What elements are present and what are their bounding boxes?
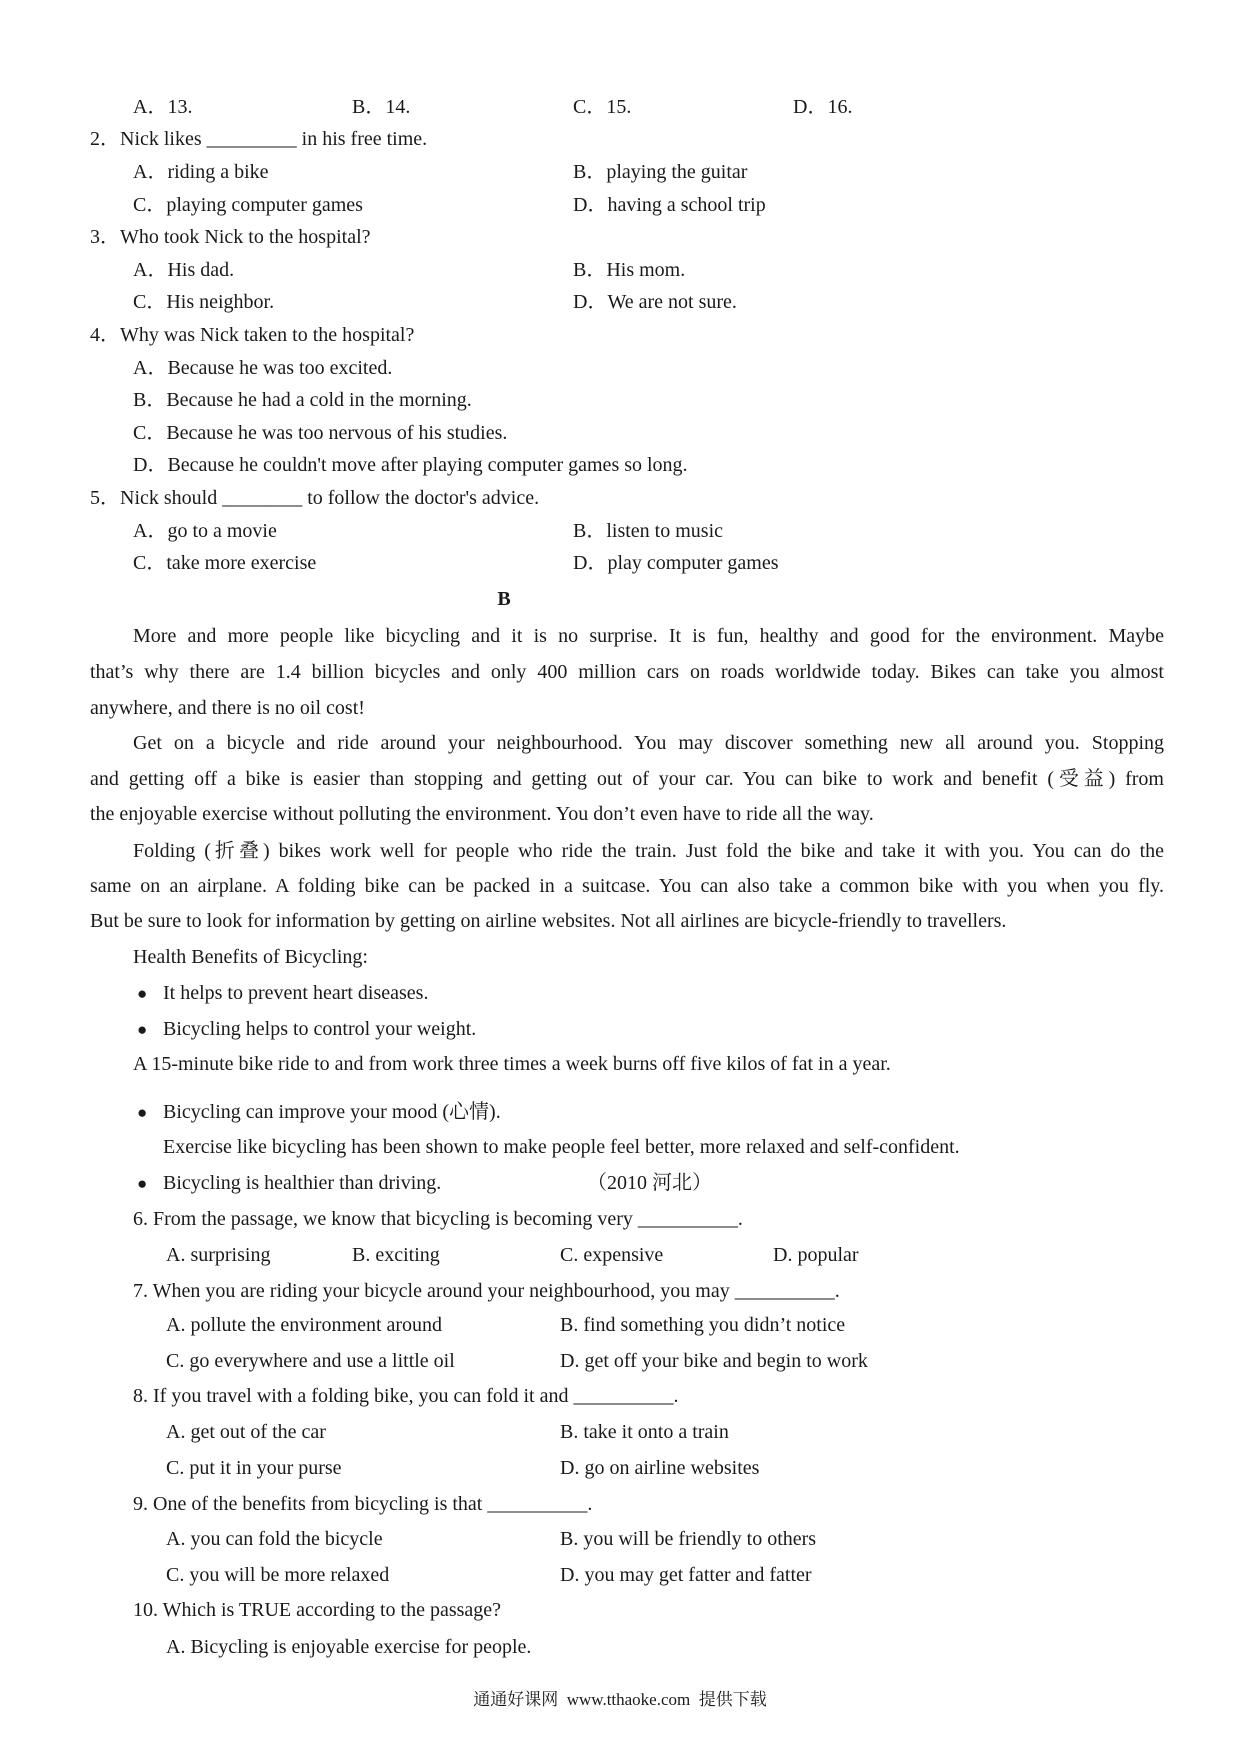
q5-option-b: B．listen to music: [573, 520, 723, 542]
q9-option-c: C. you will be more relaxed: [166, 1564, 390, 1586]
q7-option-b: B. find something you didn’t notice: [560, 1314, 846, 1336]
q8-option-b: B. take it onto a train: [560, 1421, 729, 1443]
paragraph-2-line: the enjoyable exercise without polluting the environment. You don’t even have to ride all the way.: [90, 803, 874, 825]
q1-option-d: D．16.: [793, 96, 853, 118]
q5-option-d: D．play computer games: [573, 552, 779, 574]
paragraph-1-line: that’s why there are 1.4 billion bicycles and only 400 million cars on roads worldwide today. Bikes can take you almost: [90, 661, 1164, 683]
q1-option-b: B．14.: [352, 96, 411, 118]
q1-option-c: C．15.: [573, 96, 632, 118]
benefits-heading: Health Benefits of Bicycling:: [133, 946, 368, 968]
benefit-item: Bicycling helps to control your weight.: [163, 1018, 477, 1040]
q2-option-b: B．playing the guitar: [573, 161, 748, 183]
q4-option-a: A．Because he was too excited.: [133, 357, 393, 379]
bullet-icon: ●: [137, 1174, 148, 1193]
q10-option-a: A. Bicycling is enjoyable exercise for people.: [166, 1636, 532, 1658]
q4-stem: 4．Why was Nick taken to the hospital?: [90, 324, 415, 346]
benefit-item: It helps to prevent heart diseases.: [163, 982, 429, 1004]
q3-option-d: D．We are not sure.: [573, 291, 737, 313]
q4-option-b: B．Because he had a cold in the morning.: [133, 389, 472, 411]
q3-option-a: A．His dad.: [133, 259, 235, 281]
benefit-note: Exercise like bicycling has been shown to make people feel better, more relaxed and self-confident.: [163, 1136, 960, 1158]
q7-option-a: A. pollute the environment around: [166, 1314, 443, 1336]
paragraph-1-line: anywhere, and there is no oil cost!: [90, 697, 365, 719]
q8-stem: 8. If you travel with a folding bike, you can fold it and __________.: [133, 1385, 679, 1407]
benefit-note: A 15-minute bike ride to and from work three times a week burns off five kilos of fat in a year.: [133, 1053, 891, 1075]
source-note: （2010 河北）: [587, 1172, 712, 1194]
page-footer: 通通好课网 www.tthaoke.com 提供下载: [473, 1690, 767, 1709]
paragraph-1-line: More and more people like bicycling and it is no surprise. It is fun, healthy and good for the environment. Maybe: [133, 625, 1164, 647]
benefit-item: Bicycling is healthier than driving.: [163, 1172, 442, 1194]
q8-option-c: C. put it in your purse: [166, 1457, 342, 1479]
q1-option-a: A．13.: [133, 96, 193, 118]
q7-option-d: D. get off your bike and begin to work: [560, 1350, 868, 1372]
q6-option-c: C. expensive: [560, 1244, 664, 1266]
q9-option-b: B. you will be friendly to others: [560, 1528, 817, 1550]
q8-option-d: D. go on airline websites: [560, 1457, 760, 1479]
paragraph-2-line: Get on a bicycle and ride around your neighbourhood. You may discover something new all around you. Stopping: [133, 732, 1164, 754]
q6-option-a: A. surprising: [166, 1244, 271, 1266]
paragraph-3-line: Folding (折叠) bikes work well for people who ride the train. Just fold the bike and take it with you. You can do the: [133, 840, 1164, 862]
q6-stem: 6. From the passage, we know that bicycling is becoming very __________.: [133, 1208, 743, 1230]
paragraph-3-line: But be sure to look for information by getting on airline websites. Not all airlines are bicycle-friendly to travellers.: [90, 910, 1007, 932]
q5-option-c: C．take more exercise: [133, 552, 317, 574]
section-b-heading: B: [497, 588, 511, 610]
q4-option-d: D．Because he couldn't move after playing computer games so long.: [133, 454, 688, 476]
q2-option-a: A．riding a bike: [133, 161, 269, 183]
q7-stem: 7. When you are riding your bicycle around your neighbourhood, you may __________.: [133, 1280, 840, 1302]
q2-stem: 2．Nick likes _________ in his free time.: [90, 128, 428, 150]
q6-option-d: D. popular: [773, 1244, 859, 1266]
bullet-icon: ●: [137, 984, 148, 1003]
q5-stem: 5．Nick should ________ to follow the doctor's advice.: [90, 487, 540, 509]
q6-option-b: B. exciting: [352, 1244, 440, 1266]
q8-option-a: A. get out of the car: [166, 1421, 326, 1443]
q9-stem: 9. One of the benefits from bicycling is that __________.: [133, 1493, 593, 1515]
benefit-item: Bicycling can improve your mood (心情).: [163, 1101, 501, 1123]
paragraph-2-line: and getting off a bike is easier than stopping and getting out of your car. You can bike to work and benefit (受益) from: [90, 768, 1164, 790]
q3-stem: 3．Who took Nick to the hospital?: [90, 226, 371, 248]
q3-option-b: B．His mom.: [573, 259, 686, 281]
q5-option-a: A．go to a movie: [133, 520, 277, 542]
bullet-icon: ●: [137, 1103, 148, 1122]
q10-stem: 10. Which is TRUE according to the passage?: [133, 1599, 502, 1621]
paragraph-3-line: same on an airplane. A folding bike can be packed in a suitcase. You can also take a common bike with you when you fly.: [90, 875, 1164, 897]
q4-option-c: C．Because he was too nervous of his studies.: [133, 422, 508, 444]
q2-option-d: D．having a school trip: [573, 194, 766, 216]
q9-option-d: D. you may get fatter and fatter: [560, 1564, 812, 1586]
q9-option-a: A. you can fold the bicycle: [166, 1528, 383, 1550]
q7-option-c: C. go everywhere and use a little oil: [166, 1350, 455, 1372]
bullet-icon: ●: [137, 1020, 148, 1039]
q3-option-c: C．His neighbor.: [133, 291, 275, 313]
q2-option-c: C．playing computer games: [133, 194, 363, 216]
